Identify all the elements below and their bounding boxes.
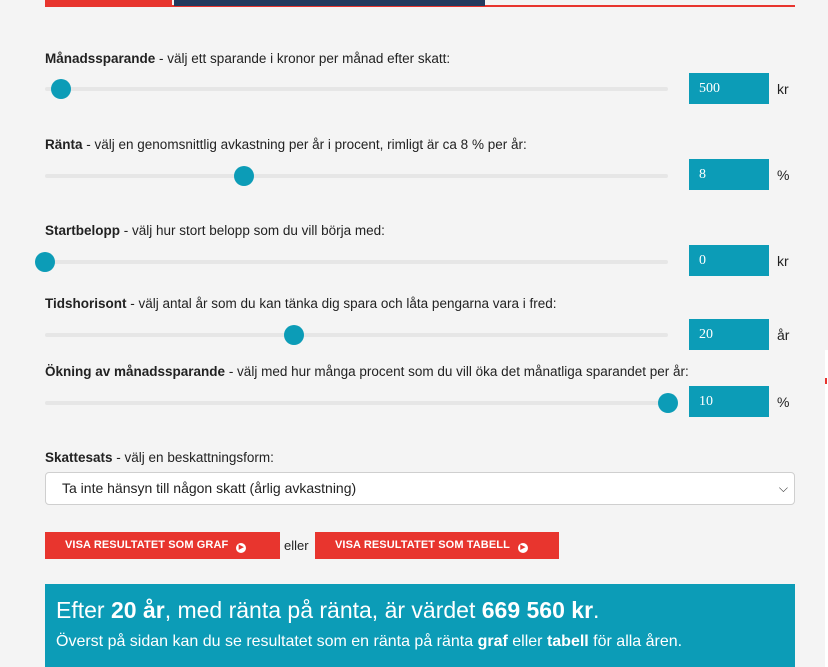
field-tax xyxy=(45,450,795,470)
field-label: Ränta - välj en genomsnittlig avkastning per år i procent, rimligt är ca 8 % per år: xyxy=(45,137,527,152)
result-headline: Efter 20 år, med ränta på ränta, är värdet 669 560 kr. xyxy=(56,597,600,623)
field-savings-increase xyxy=(45,364,795,419)
monthly-savings-input[interactable]: 500 xyxy=(689,73,769,104)
field-label: Tidshorisont - välj antal år som du kan tänka dig spara och låta pengarna vara i fred: xyxy=(45,296,557,311)
result-subtext: Överst på sidan kan du se resultatet som en ränta på ränta graf eller tabell för alla åren. xyxy=(56,633,683,650)
edge-mark xyxy=(825,378,827,384)
chevron-down-icon: ⌵ xyxy=(778,481,788,495)
slider-thumb[interactable] xyxy=(51,79,71,99)
result-years: 20 år xyxy=(110,597,165,623)
time-horizon-input[interactable]: 20 xyxy=(689,319,769,350)
button-label: VISA RESULTATET SOM TABELL xyxy=(335,539,510,551)
field-label: Skattesats - välj en beskattningsform: xyxy=(45,450,274,465)
interest-rate-input[interactable]: 8 xyxy=(689,159,769,190)
field-label: Månadssparande - välj ett sparande i kronor per månad efter skatt: xyxy=(45,51,451,66)
tab-active[interactable] xyxy=(45,0,172,7)
button-label: VISA RESULTATET SOM GRAF xyxy=(65,539,229,551)
show-table-button[interactable] xyxy=(315,532,559,559)
slider-thumb[interactable] xyxy=(234,166,254,186)
savings-increase-slider[interactable] xyxy=(45,401,668,405)
unit-label: kr xyxy=(777,81,789,97)
play-circle-icon: ▶ xyxy=(518,543,528,553)
interest-rate-slider[interactable] xyxy=(45,174,668,178)
unit-label: år xyxy=(777,327,790,343)
tax-select[interactable] xyxy=(45,472,795,505)
table-link[interactable]: tabell xyxy=(546,633,589,650)
tax-select-value: Ta inte hänsyn till någon skatt (årlig avkastning) xyxy=(62,480,357,496)
field-time-horizon xyxy=(45,296,795,351)
slider-thumb[interactable] xyxy=(284,325,304,345)
time-horizon-slider[interactable] xyxy=(45,333,668,337)
show-graph-button[interactable] xyxy=(45,532,280,559)
field-interest-rate xyxy=(45,137,795,192)
slider-thumb[interactable] xyxy=(35,252,55,272)
play-circle-icon: ▶ xyxy=(236,543,246,553)
tab-secondary[interactable] xyxy=(174,0,485,6)
start-amount-input[interactable]: 0 xyxy=(689,245,769,276)
monthly-savings-slider[interactable] xyxy=(45,87,668,91)
unit-label: kr xyxy=(777,253,789,269)
field-label: Startbelopp - välj hur stort belopp som du vill börja med: xyxy=(45,223,385,238)
or-text: eller xyxy=(284,538,309,553)
field-label: Ökning av månadssparande - välj med hur många procent som du vill öka det månatliga sparandet per år: xyxy=(45,364,689,379)
graph-link[interactable]: graf xyxy=(477,633,508,650)
result-amount: 669 560 kr xyxy=(481,597,594,623)
start-amount-slider[interactable] xyxy=(45,260,668,264)
field-monthly-savings xyxy=(45,51,795,106)
savings-increase-input[interactable]: 10 xyxy=(689,386,769,417)
top-tabs xyxy=(45,0,795,7)
slider-thumb[interactable] xyxy=(658,393,678,413)
unit-label: % xyxy=(777,394,790,410)
field-start-amount xyxy=(45,223,795,278)
result-box xyxy=(45,584,795,667)
unit-label: % xyxy=(777,167,790,183)
